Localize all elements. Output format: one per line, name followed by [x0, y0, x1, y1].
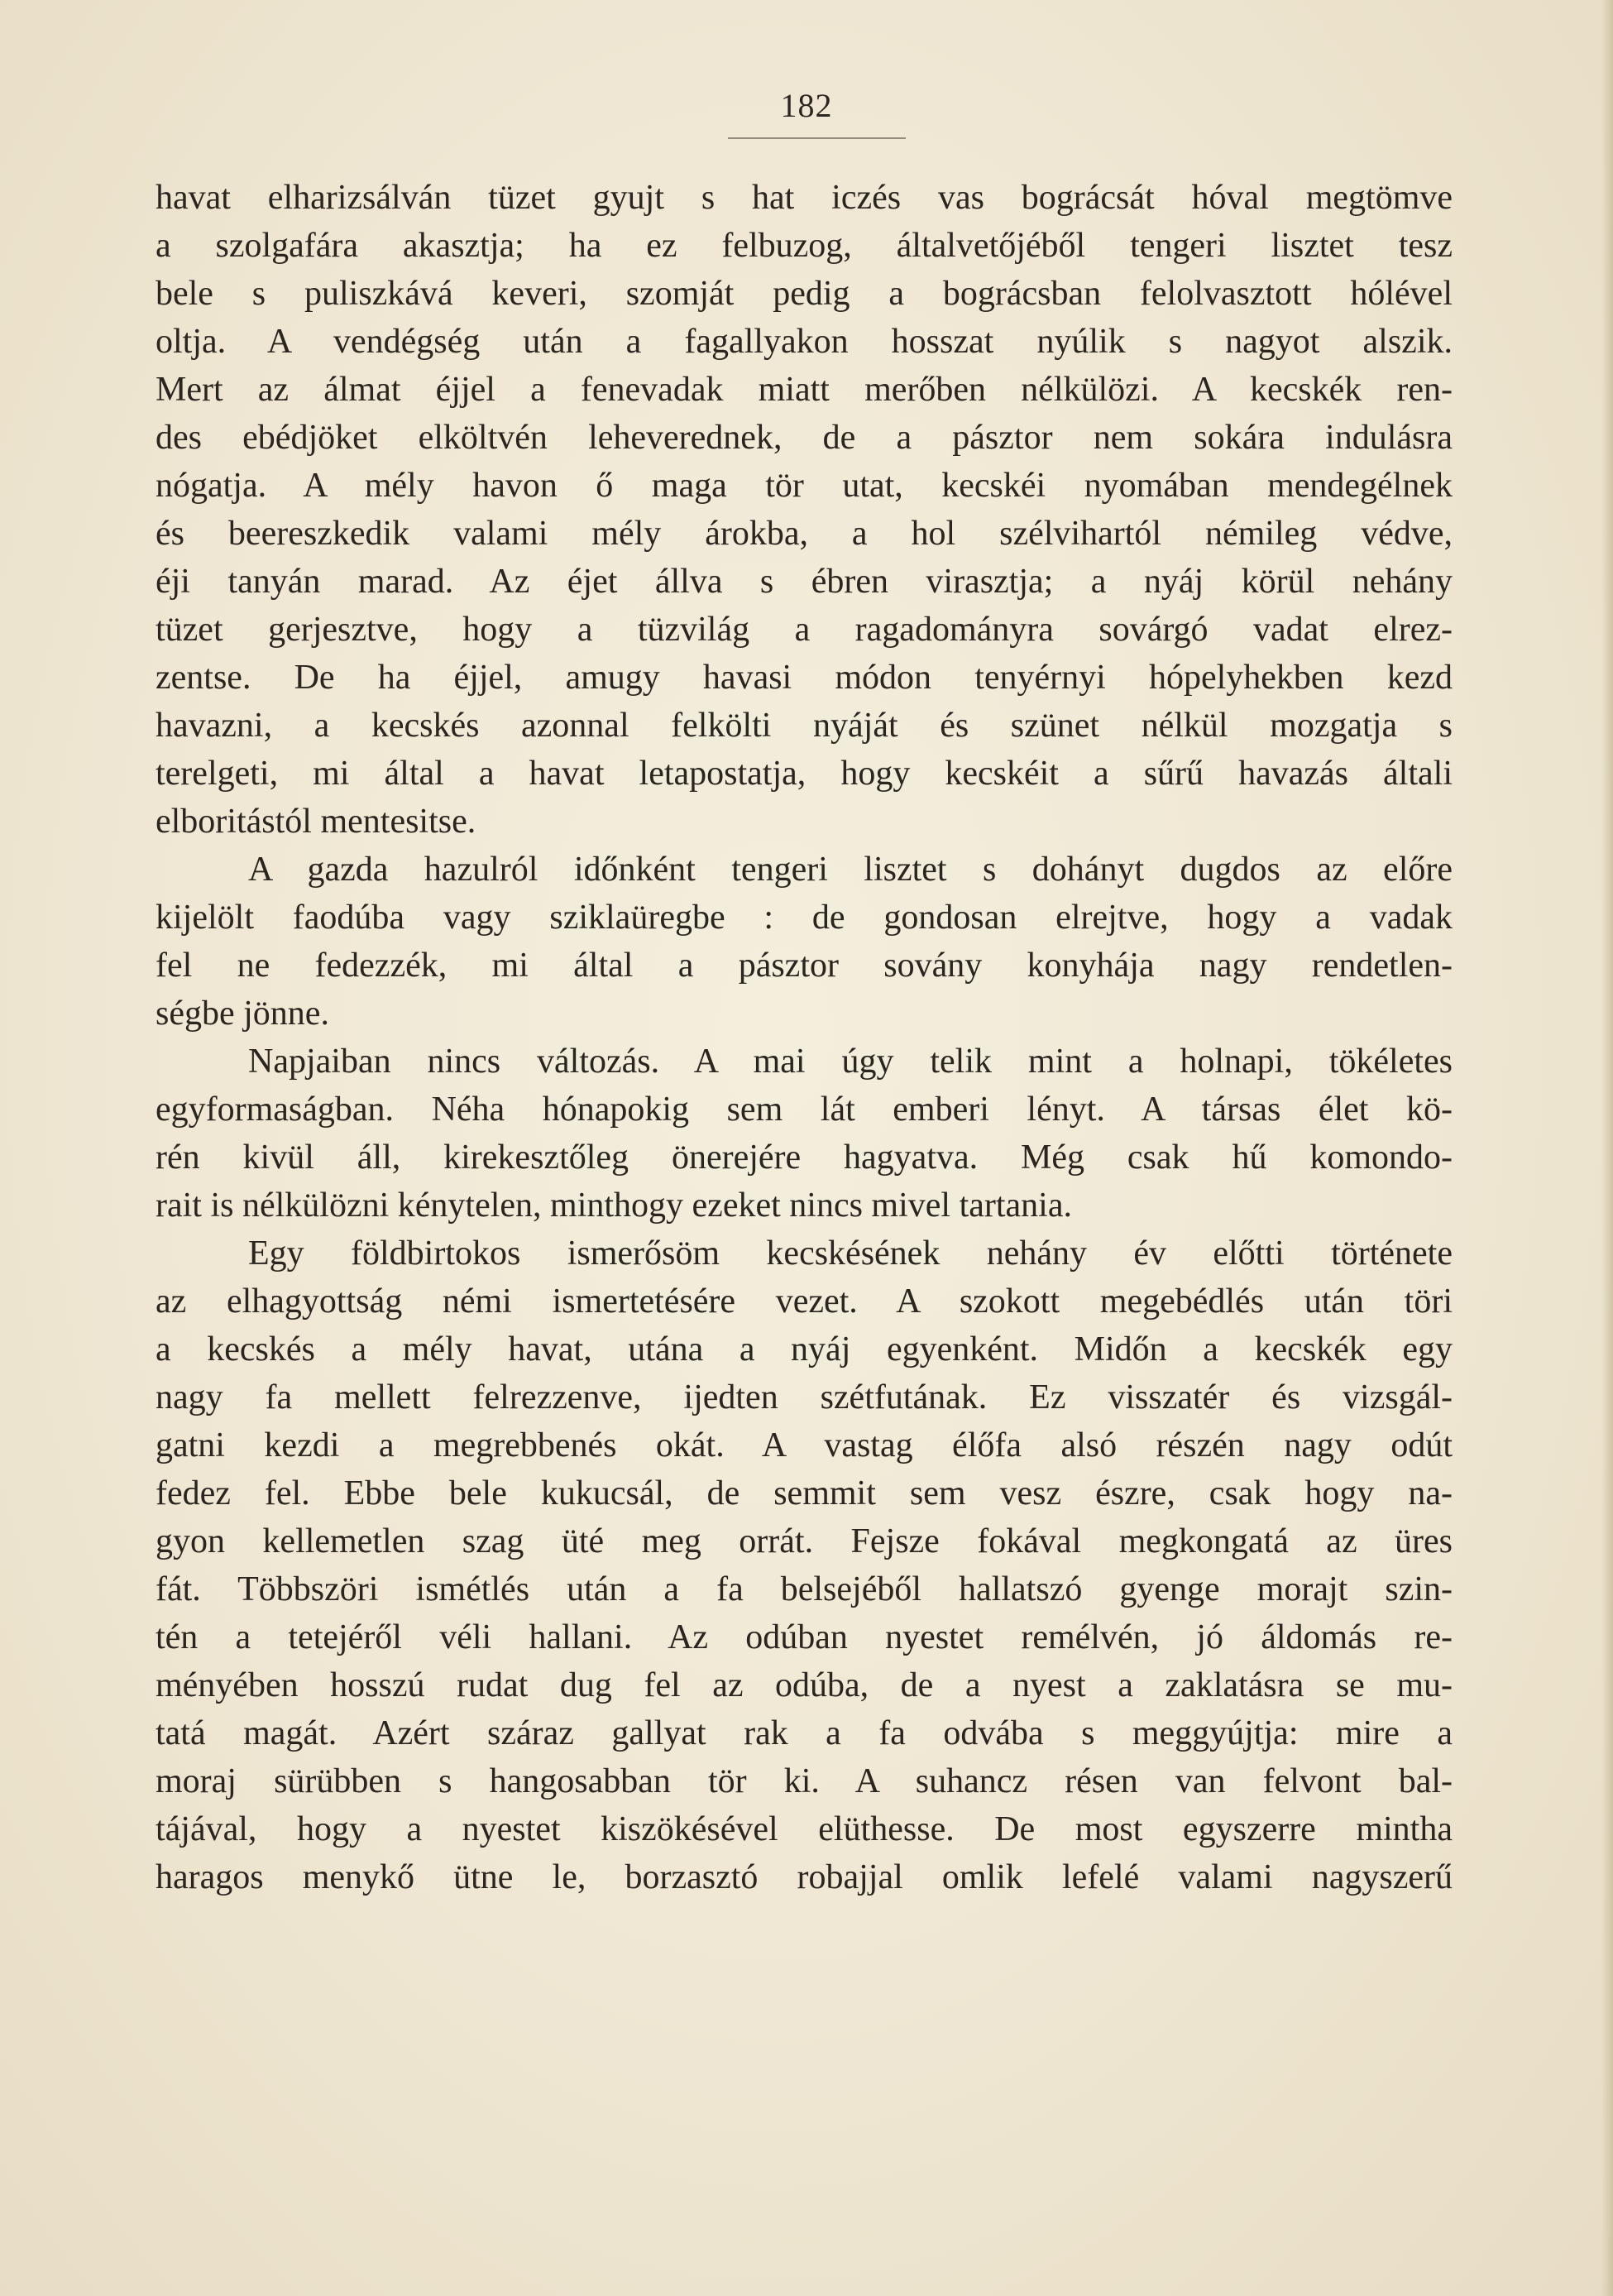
text-line: éji tanyán marad. Az éjet állva s ébren virasztja; a nyáj körül nehány — [156, 563, 1453, 601]
body-text — [156, 174, 1453, 1901]
text-line: fel ne fedezzék, mi által a pásztor sovány konyhája nagy rendetlen- — [156, 947, 1453, 985]
text-line: az elhagyottság némi ismertetésére vezet. A szokott megebédlés után töri — [156, 1282, 1453, 1321]
text-line: fedez fel. Ebbe bele kukucsál, de semmit sem vesz észre, csak hogy na- — [156, 1474, 1453, 1512]
page-edge-shadow — [1601, 0, 1613, 2296]
header-rule — [728, 137, 906, 139]
text-line: zentse. De ha éjjel, amugy havasi módon tenyérnyi hópelyhekben kezd — [156, 659, 1453, 697]
text-line: haragos menykő ütne le, borzasztó robajjal omlik lefelé valami nagyszerű — [156, 1858, 1453, 1896]
text-line: a kecskés a mély havat, utána a nyáj egyenként. Midőn a kecskék egy — [156, 1330, 1453, 1368]
paragraph — [156, 1038, 1453, 1229]
text-line: Napjaiban nincs változás. A mai úgy telik mint a holnapi, tökéletes — [248, 1043, 1453, 1081]
text-line: ségbe jönne. — [156, 995, 329, 1033]
text-line: havat elharizsálván tüzet gyujt s hat iczés vas bográcsát hóval megtömve — [156, 179, 1453, 217]
text-line: des ebédjöket elköltvén leheverednek, de a pásztor nem sokára indulásra — [156, 419, 1453, 457]
text-line: ményében hosszú rudat dug fel az odúba, de a nyest a zaklatásra se mu- — [156, 1666, 1453, 1704]
text-line: nógatja. A mély havon ő maga tör utat, kecskéi nyomában mendegélnek — [156, 467, 1453, 505]
text-line: tájával, hogy a nyestet kiszökésével elüthesse. De most egyszerre mintha — [156, 1810, 1453, 1848]
text-line: tüzet gerjesztve, hogy a tüzvilág a ragadományra sovárgó vadat elrez- — [156, 611, 1453, 649]
text-line: és beereszkedik valami mély árokba, a hol szélvihartól némileg védve, — [156, 515, 1453, 553]
text-line: nagy fa mellett felrezzenve, ijedten szétfutának. Ez visszatér és vizsgál- — [156, 1378, 1453, 1416]
text-line: A gazda hazulról időnként tengeri lisztet s dohányt dugdos az előre — [248, 851, 1453, 889]
page-number: 182 — [780, 87, 833, 124]
text-line: egyformaságban. Néha hónapokig sem lát emberi lényt. A társas élet kö- — [156, 1090, 1453, 1129]
text-line: gyon kellemetlen szag üté meg orrát. Fejsze fokával megkongatá az üres — [156, 1522, 1453, 1560]
text-line: bele s puliszkává keveri, szomját pedig a bográcsban felolvasztott hólével — [156, 275, 1453, 313]
text-line: havazni, a kecskés azonnal felkölti nyáját és szünet nélkül mozgatja s — [156, 707, 1453, 745]
text-line: tén a tetejéről véli hallani. Az odúban nyestet remélvén, jó áldomás re- — [156, 1618, 1453, 1656]
paragraph — [156, 174, 1453, 846]
paragraph — [156, 846, 1453, 1038]
text-line: Egy földbirtokos ismerősöm kecskésének nehány év előtti története — [248, 1234, 1453, 1273]
paragraph — [156, 1229, 1453, 1901]
text-line: rait is nélkülözni kénytelen, minthogy ezeket nincs mivel tartania. — [156, 1186, 1072, 1225]
text-line: gatni kezdi a megrebbenés okát. A vastag élőfa alsó részén nagy odút — [156, 1426, 1453, 1464]
text-line: fát. Többszöri ismétlés után a fa belsejéből hallatszó gyenge morajt szin- — [156, 1570, 1453, 1608]
text-line: rén kivül áll, kirekesztőleg önerejére hagyatva. Még csak hű komondo- — [156, 1138, 1453, 1177]
text-line: moraj sürübben s hangosabban tör ki. A suhancz résen van felvont bal- — [156, 1762, 1453, 1800]
text-line: elboritástól mentesitse. — [156, 803, 476, 841]
text-line: a szolgafára akasztja; ha ez felbuzog, általvetőjéből tengeri lisztet tesz — [156, 227, 1453, 265]
text-line: kijelölt faodúba vagy sziklaüregbe : de gondosan elrejtve, hogy a vadak — [156, 899, 1453, 937]
text-line: Mert az álmat éjjel a fenevadak miatt merőben nélkülözi. A kecskék ren- — [156, 371, 1453, 409]
text-line: terelgeti, mi által a havat letapostatja, hogy kecskéit a sűrű havazás általi — [156, 755, 1453, 793]
text-line: tatá magát. Azért száraz gallyat rak a fa odvába s meggyújtja: mire a — [156, 1714, 1453, 1752]
text-line: oltja. A vendégség után a fagallyakon hosszat nyúlik s nagyot alszik. — [156, 323, 1453, 361]
